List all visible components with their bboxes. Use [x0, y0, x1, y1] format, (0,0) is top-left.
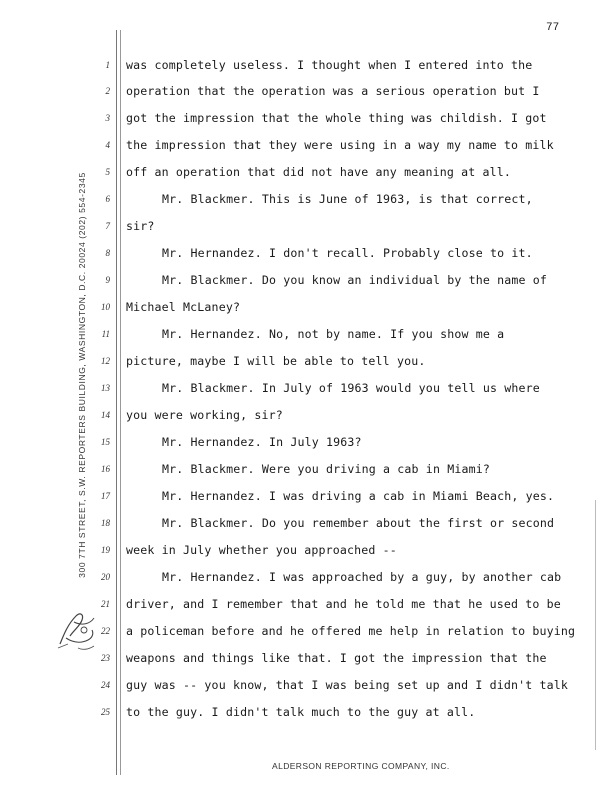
- line-number: 7: [105, 221, 110, 231]
- transcript-line: Mr. Blackmer. Were you driving a cab in Miami?: [162, 462, 490, 476]
- page-number: 77: [546, 22, 560, 34]
- right-edge-mark: [595, 500, 596, 750]
- transcript-line: you were working, sir?: [126, 408, 283, 422]
- transcript-line: Mr. Blackmer. In July of 1963 would you tell us where: [162, 381, 540, 395]
- line-number: 25: [101, 707, 110, 717]
- transcript-line: guy was -- you know, that I was being set up and I didn't talk: [126, 678, 569, 692]
- line-number: 19: [101, 545, 110, 555]
- transcript-line: Mr. Blackmer. This is June of 1963, is that correct,: [162, 192, 533, 206]
- line-number: 11: [101, 329, 110, 339]
- line-number: 1: [105, 60, 110, 70]
- line-number: 23: [101, 653, 110, 663]
- margin-rule: [120, 30, 121, 775]
- transcript-line: got the impression that the whole thing was childish. I got: [126, 111, 547, 125]
- transcript-line: Mr. Blackmer. Do you remember about the first or second: [162, 516, 555, 530]
- transcript-line: to the guy. I didn't talk much to the guy at all.: [126, 705, 476, 719]
- transcript-line: operation that the operation was a serious operation but I: [126, 84, 540, 98]
- margin-rule: [116, 30, 117, 775]
- transcript-line: the impression that they were using in a way my name to milk: [126, 138, 554, 152]
- transcript-line: was completely useless. I thought when I entered into the: [126, 58, 533, 72]
- line-number: 24: [101, 680, 110, 690]
- line-number: 14: [101, 410, 110, 420]
- line-number: 17: [101, 491, 110, 501]
- transcript-line: Mr. Hernandez. In July 1963?: [162, 435, 362, 449]
- handwritten-mark-icon: [54, 604, 100, 654]
- line-number: 22: [101, 626, 110, 636]
- line-number: 21: [101, 599, 110, 609]
- transcript-line: Mr. Hernandez. I don't recall. Probably close to it.: [162, 246, 533, 260]
- line-number: 9: [105, 275, 110, 285]
- reporting-company-footer: ALDERSON REPORTING COMPANY, INC.: [272, 761, 450, 771]
- line-number: 13: [101, 383, 110, 393]
- line-number: 12: [101, 356, 110, 366]
- line-number: 5: [105, 167, 110, 177]
- line-number: 10: [101, 302, 110, 312]
- transcript-line: driver, and I remember that and he told me that he used to be: [126, 597, 561, 611]
- transcript-line: Michael McLaney?: [126, 300, 241, 314]
- line-number: 8: [105, 248, 110, 258]
- transcript-line: Mr. Blackmer. Do you know an individual by the name of: [162, 273, 548, 287]
- line-number: 4: [105, 140, 110, 150]
- reporter-address: 300 7TH STREET, S.W. REPORTERS BUILDING, WASHINGTON, D.C. 20024 (202) 554-2345: [77, 172, 87, 578]
- transcript-line: Mr. Hernandez. No, not by name. If you show me a: [162, 327, 505, 341]
- transcript-line: weapons and things like that. I got the impression that the: [126, 651, 547, 665]
- transcript-line: picture, maybe I will be able to tell you.: [126, 354, 426, 368]
- transcript-line: sir?: [126, 219, 155, 233]
- transcript-line: off an operation that did not have any meaning at all.: [126, 165, 512, 179]
- line-number: 3: [105, 113, 110, 123]
- transcript-line: week in July whether you approached --: [126, 543, 397, 557]
- line-number: 16: [101, 464, 110, 474]
- line-number: 20: [101, 572, 110, 582]
- line-number: 2: [105, 86, 110, 96]
- transcript-line: Mr. Hernandez. I was driving a cab in Miami Beach, yes.: [162, 489, 555, 503]
- line-number: 6: [105, 194, 110, 204]
- line-number: 18: [101, 518, 110, 528]
- transcript-line: a policeman before and he offered me help in relation to buying: [126, 624, 576, 638]
- line-number: 15: [101, 437, 110, 447]
- transcript-line: Mr. Hernandez. I was approached by a guy, by another cab: [162, 570, 562, 584]
